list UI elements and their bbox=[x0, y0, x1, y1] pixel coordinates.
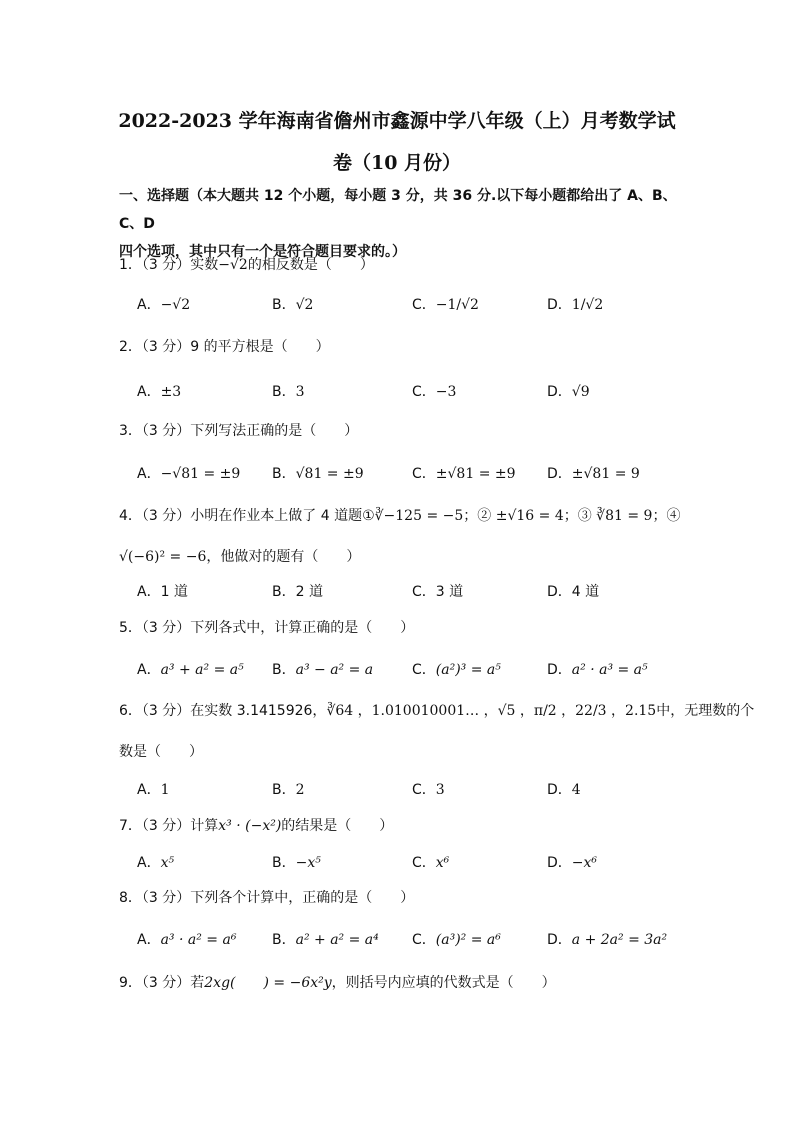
q3-option-b[interactable]: B．√81 = ±9 bbox=[272, 466, 364, 482]
q5-option-c[interactable]: C．(a²)³ = a⁵ bbox=[412, 662, 501, 678]
q3-option-a[interactable]: A．−√81 = ±9 bbox=[137, 466, 241, 482]
q8-option-d[interactable]: D．a + 2a² = 3a² bbox=[547, 932, 668, 948]
exam-title-line1: 2022-2023 学年海南省儋州市鑫源中学八年级（上）月考数学试 bbox=[118, 110, 676, 132]
q5-option-a[interactable]: A．a³ + a² = a⁵ bbox=[137, 662, 244, 678]
q4-option-c[interactable]: C．3 道 bbox=[412, 584, 464, 600]
q6-option-c[interactable]: C．3 bbox=[412, 782, 445, 798]
q4-option-b[interactable]: B．2 道 bbox=[272, 584, 323, 600]
q2-option-b[interactable]: B．3 bbox=[272, 384, 305, 400]
q8-option-c[interactable]: C．(a³)² = a⁶ bbox=[412, 932, 501, 948]
q4-option-a[interactable]: A．1 道 bbox=[137, 584, 188, 600]
question-4-stem: 4．（3 分）小明在作业本上做了 4 道题①∛−125 = −5；② ±√16 = 4；③ ∛81 = 9；④ bbox=[119, 508, 681, 524]
question-5-stem: 5．（3 分）下列各式中，计算正确的是（ ） bbox=[119, 620, 415, 636]
q2-option-a[interactable]: A．±3 bbox=[137, 384, 182, 400]
section-heading-line1: 一、选择题（本大题共 12 个小题，每小题 3 分，共 36 分.以下每小题都给出了 A、B、C、D bbox=[119, 188, 677, 232]
q1-option-b[interactable]: B．√2 bbox=[272, 297, 314, 313]
question-1-lead: 1．（3 分）实数 bbox=[119, 257, 219, 273]
question-4-stem-line2: √(−6)² = −6，他做对的题有（ ） bbox=[119, 549, 361, 565]
question-3-stem: 3．（3 分）下列写法正确的是（ ） bbox=[119, 423, 359, 439]
q2-option-d[interactable]: D．√9 bbox=[547, 384, 590, 400]
question-9-stem: 9．（3 分）若2xg( ) = −6x²y，则括号内应填的代数式是（ ） bbox=[119, 975, 556, 991]
q7-option-d[interactable]: D．−x⁶ bbox=[547, 855, 598, 871]
question-1-stem bbox=[119, 254, 374, 274]
question-2-stem: 2．（3 分）9 的平方根是（ ） bbox=[119, 339, 330, 355]
q2-option-c[interactable]: C．−3 bbox=[412, 384, 457, 400]
question-1-math: −√2 bbox=[218, 257, 248, 273]
q8-option-b[interactable]: B．a² + a² = a⁴ bbox=[272, 932, 379, 948]
q8-option-a[interactable]: A．a³ · a² = a⁶ bbox=[137, 932, 237, 948]
question-7-stem: 7．（3 分）计算x³ · (−x²)的结果是（ ） bbox=[119, 818, 394, 834]
question-8-stem: 8．（3 分）下列各个计算中，正确的是（ ） bbox=[119, 890, 415, 906]
q6-option-a[interactable]: A．1 bbox=[137, 782, 170, 798]
section-heading-line2: 四个选项，其中只有一个是符合题目要求的。） bbox=[119, 244, 406, 260]
exam-title-line2: 卷（10 月份） bbox=[332, 152, 462, 174]
q6-option-b[interactable]: B．2 bbox=[272, 782, 305, 798]
q7-option-c[interactable]: C．x⁶ bbox=[412, 855, 450, 871]
q6-option-d[interactable]: D．4 bbox=[547, 782, 581, 798]
q3-option-c[interactable]: C．±√81 = ±9 bbox=[412, 466, 516, 482]
q4-option-d[interactable]: D．4 道 bbox=[547, 584, 600, 600]
q1-option-d[interactable]: D．1/√2 bbox=[547, 297, 604, 313]
q7-option-a[interactable]: A．x⁵ bbox=[137, 855, 175, 871]
q5-option-d[interactable]: D．a² · a³ = a⁵ bbox=[547, 662, 648, 678]
q1-option-c[interactable]: C．−1/√2 bbox=[412, 297, 479, 313]
question-6-stem: 6．（3 分）在实数 3.1415926，∛64 ，1.010010001… ，√5 ，π/2 ，22/3 ，2.15̇中，无理数的个 bbox=[119, 703, 755, 719]
question-1-tail: 的相反数是（ ） bbox=[247, 257, 374, 273]
question-6-stem-line2: 数是（ ） bbox=[119, 744, 203, 760]
q7-option-b[interactable]: B．−x⁵ bbox=[272, 855, 321, 871]
q3-option-d[interactable]: D．±√81 = 9 bbox=[547, 466, 640, 482]
q5-option-b[interactable]: B．a³ − a² = a bbox=[272, 662, 374, 678]
q1-option-a[interactable]: A．−√2 bbox=[137, 297, 191, 313]
